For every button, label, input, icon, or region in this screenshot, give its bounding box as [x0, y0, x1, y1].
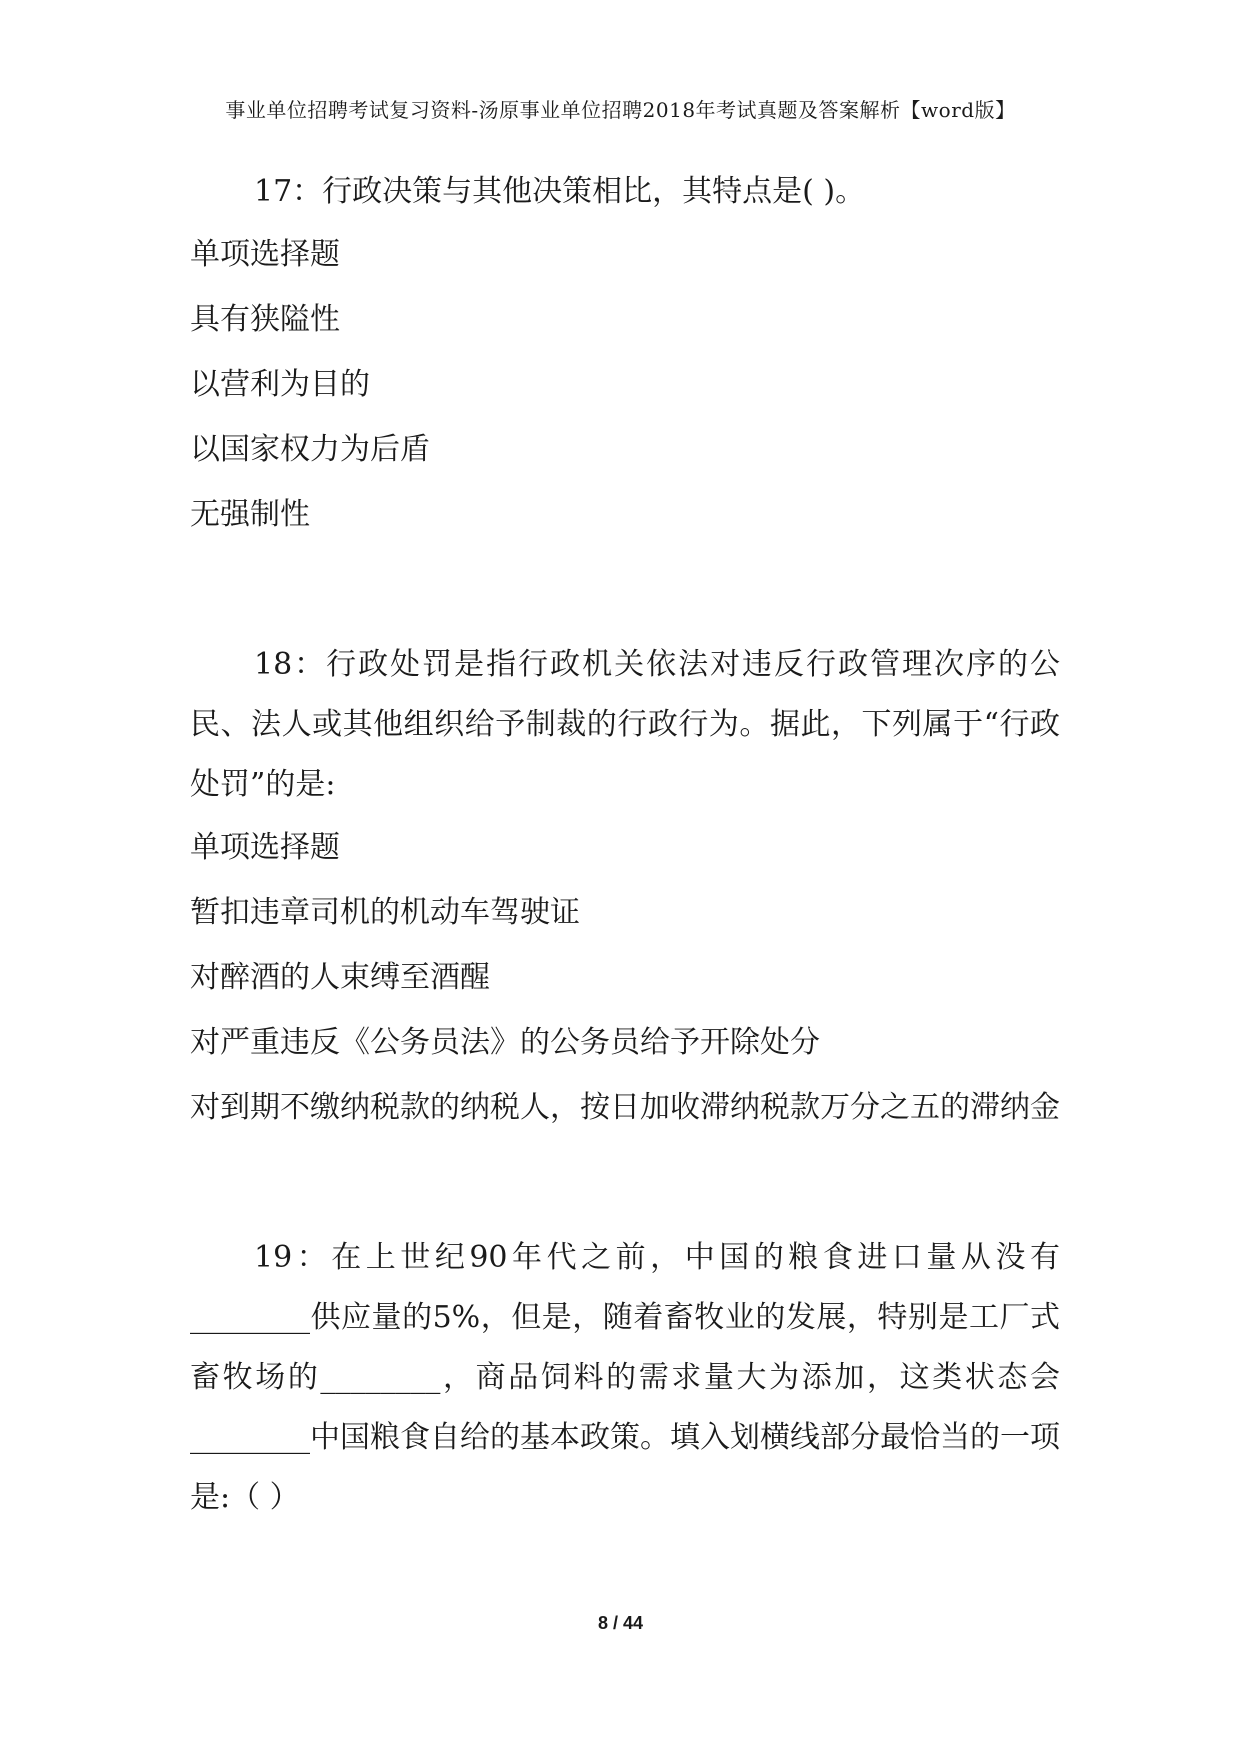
option: 对醉酒的人束缚至酒醒	[190, 960, 490, 995]
question-17	[190, 162, 1060, 547]
option: 以国家权力为后盾	[190, 432, 430, 467]
option: 暂扣违章司机的机动车驾驶证	[190, 895, 580, 930]
question-19	[190, 1228, 1060, 1528]
option: 无强制性	[190, 497, 310, 532]
question-text: 18：行政处罚是指行政机关依法对违反行政管理次序的公民、法人或其他组织给予制裁的行政行为。据此，下列属于“行政处罚”的是:	[190, 647, 1060, 802]
option: 对到期不缴纳税款的纳税人，按日加收滞纳税款万分之五的滞纳金	[190, 1090, 1060, 1125]
question-text: 19：在上世纪90年代之前，中国的粮食进口量从没有________供应量的5%，但是，随着畜牧业的发展，特别是工厂式畜牧场的________，商品饲料的需求量大为添加，这类状态会________中国粮食自给的基本政策。填入划横线部分最恰当的一项是:（ ）	[190, 1240, 1060, 1515]
document-header: 事业单位招聘考试复习资料-汤原事业单位招聘2018年考试真题及答案解析【word版】	[225, 98, 1016, 122]
document-body	[190, 162, 1060, 1528]
question-text: 17：行政决策与其他决策相比，其特点是( )。	[254, 174, 866, 209]
spacer	[190, 1140, 1060, 1228]
option: 具有狭隘性	[190, 302, 340, 337]
question-type: 单项选择题	[190, 830, 340, 865]
spacer	[190, 547, 1060, 635]
option: 对严重违反《公务员法》的公务员给予开除处分	[190, 1025, 820, 1060]
question-type: 单项选择题	[190, 237, 340, 272]
page-number: 8 / 44	[597, 1613, 644, 1633]
question-18	[190, 635, 1060, 1140]
option: 以营利为目的	[190, 367, 370, 402]
